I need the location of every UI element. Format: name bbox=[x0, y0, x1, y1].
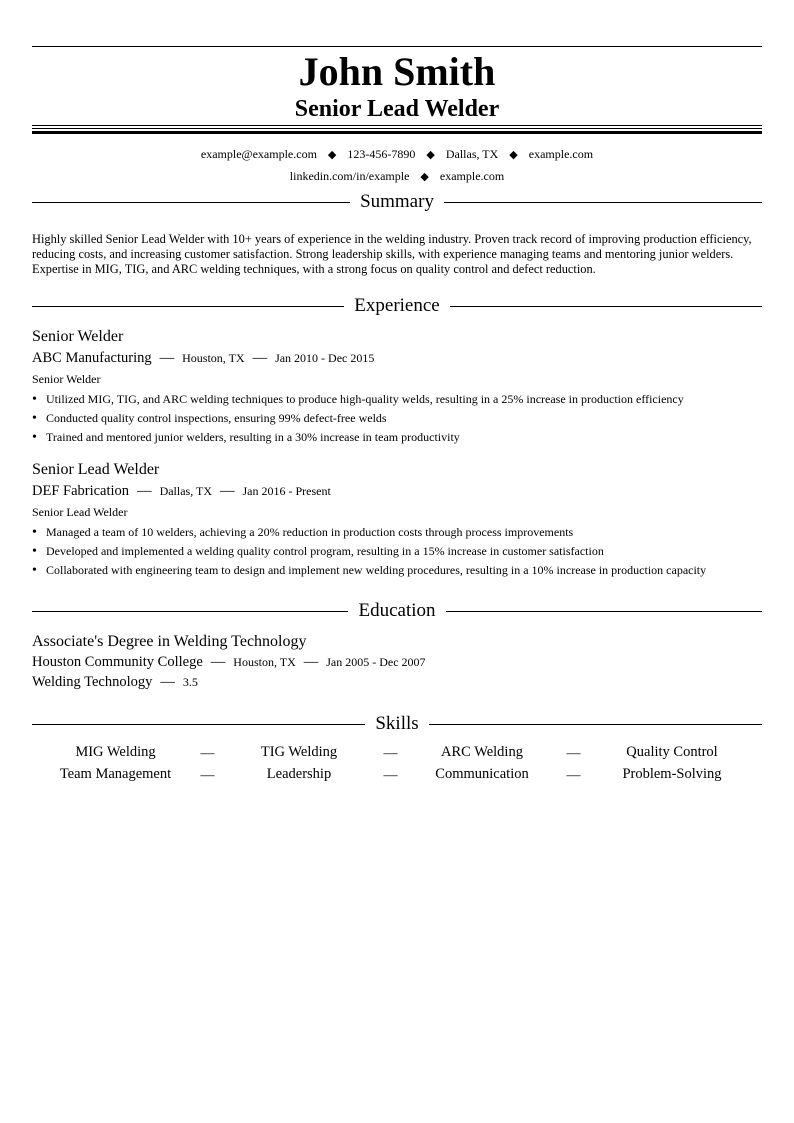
dash-separator: — bbox=[200, 746, 215, 761]
skill-item: Team Management bbox=[59, 766, 172, 782]
skills-grid bbox=[32, 743, 762, 786]
skill-item: Quality Control bbox=[626, 744, 718, 760]
dash-separator: — bbox=[252, 350, 268, 366]
contact-row-2 bbox=[32, 166, 762, 188]
education-dates: Jan 2005 - Dec 2007 bbox=[326, 655, 426, 669]
job-location: Dallas, TX bbox=[159, 484, 212, 498]
job-entry bbox=[32, 460, 762, 580]
bullet-icon: • bbox=[32, 563, 37, 578]
dash-separator: — bbox=[160, 674, 175, 690]
list-item: • Collaborated with engineering team to design and implement new welding procedures, resulting in a 10% increase in production capacity bbox=[32, 563, 707, 578]
contact-phone[interactable]: 123-456-7890 bbox=[347, 147, 416, 161]
bullet-icon: • bbox=[32, 411, 37, 426]
bullet-icon: • bbox=[32, 525, 37, 540]
education-degree: Associate's Degree in Welding Technology bbox=[32, 633, 307, 650]
skill-item: TIG Welding bbox=[260, 744, 338, 760]
dash-separator: — bbox=[383, 746, 398, 761]
list-item: • Utilized MIG, TIG, and ARC welding techniques to produce high-quality welds, resulting in a 25% increase in production efficiency bbox=[32, 392, 684, 407]
job-dates: Jan 2010 - Dec 2015 bbox=[275, 351, 375, 365]
job-dates: Jan 2016 - Present bbox=[242, 484, 331, 498]
summary-heading-label: Summary bbox=[360, 191, 434, 212]
job-title: Senior Lead Welder bbox=[32, 461, 160, 478]
list-item: • Trained and mentored junior welders, resulting in a 30% increase in team productivity bbox=[32, 430, 460, 445]
skill-item: Problem-Solving bbox=[622, 766, 722, 782]
skills-heading bbox=[32, 713, 762, 735]
diamond-separator-icon: ◆ bbox=[420, 171, 429, 183]
dash-separator: — bbox=[383, 768, 398, 783]
diamond-separator-icon: ◆ bbox=[426, 149, 435, 161]
dash-separator: — bbox=[137, 483, 152, 499]
job-title: Senior Welder bbox=[32, 328, 124, 345]
list-item: • Developed and implemented a welding quality control program, resulting in a 15% increase in customer satisfaction bbox=[32, 544, 604, 559]
header-triple-rule bbox=[32, 125, 762, 134]
bullet-icon: • bbox=[32, 544, 37, 559]
education-field-line bbox=[32, 672, 762, 692]
job-entry bbox=[32, 327, 762, 447]
dash-separator: — bbox=[303, 654, 319, 670]
candidate-title: Senior Lead Welder bbox=[294, 96, 500, 122]
candidate-name: John Smith bbox=[298, 49, 496, 94]
contact-email[interactable]: example@example.com bbox=[200, 147, 317, 161]
bullet-icon: • bbox=[32, 392, 37, 407]
experience-heading-label: Experience bbox=[354, 295, 440, 316]
education-school-line bbox=[32, 652, 762, 672]
dash-separator: — bbox=[220, 483, 235, 499]
dash-separator: — bbox=[210, 654, 226, 670]
education-location: Houston, TX bbox=[233, 655, 296, 669]
contact-linkedin[interactable]: linkedin.com/in/example bbox=[289, 169, 410, 183]
job-company: ABC Manufacturing bbox=[32, 350, 152, 366]
job-company-line bbox=[32, 348, 762, 368]
job-role: Senior Lead Welder bbox=[32, 505, 128, 519]
resume-sheet bbox=[32, 46, 762, 786]
job-company-line bbox=[32, 481, 762, 501]
list-item: • Conducted quality control inspections, ensuring 99% defect-free welds bbox=[32, 411, 387, 426]
skills-heading-label: Skills bbox=[375, 713, 419, 734]
skill-item: ARC Welding bbox=[441, 744, 523, 760]
dash-separator: — bbox=[159, 350, 175, 366]
summary-heading bbox=[32, 191, 762, 213]
header-top-rule bbox=[32, 46, 762, 47]
job-bullets bbox=[32, 523, 762, 580]
contact-website[interactable]: example.com bbox=[528, 147, 594, 161]
summary-text: Highly skilled Senior Lead Welder with 10+ years of experience in the welding industry. Proven track record of improving production efficiency, reducing costs, and increasing customer satisfaction. Strong leadership skills, with experience managing teams and mentoring junior welders. Expertise in MIG, TIG, and ARC welding techniques, with a strong focus on quality control and defect reduction. bbox=[32, 232, 752, 276]
skill-item: MIG Welding bbox=[75, 744, 156, 760]
job-location: Houston, TX bbox=[182, 351, 245, 365]
job-company: DEF Fabrication bbox=[32, 483, 130, 499]
diamond-separator-icon: ◆ bbox=[509, 149, 518, 161]
education-gpa: 3.5 bbox=[182, 675, 198, 689]
skill-item: Communication bbox=[435, 766, 529, 782]
education-field: Welding Technology bbox=[32, 674, 153, 690]
dash-separator: — bbox=[566, 768, 581, 783]
dash-separator: — bbox=[200, 768, 215, 783]
job-bullets bbox=[32, 390, 762, 447]
education-heading bbox=[32, 600, 762, 622]
list-item: • Managed a team of 10 welders, achieving a 20% reduction in production costs through process improvements bbox=[32, 525, 574, 540]
education-school: Houston Community College bbox=[32, 654, 203, 670]
contact-row-1 bbox=[32, 144, 762, 166]
diamond-separator-icon: ◆ bbox=[327, 149, 337, 161]
contact-website-2[interactable]: example.com bbox=[439, 169, 505, 183]
contact-location: Dallas, TX bbox=[445, 147, 499, 161]
dash-separator: — bbox=[566, 746, 581, 761]
experience-heading bbox=[32, 295, 762, 317]
skill-item: Leadership bbox=[266, 766, 332, 782]
education-heading-label: Education bbox=[358, 600, 436, 621]
bullet-icon: • bbox=[32, 430, 37, 445]
job-role: Senior Welder bbox=[32, 372, 101, 386]
